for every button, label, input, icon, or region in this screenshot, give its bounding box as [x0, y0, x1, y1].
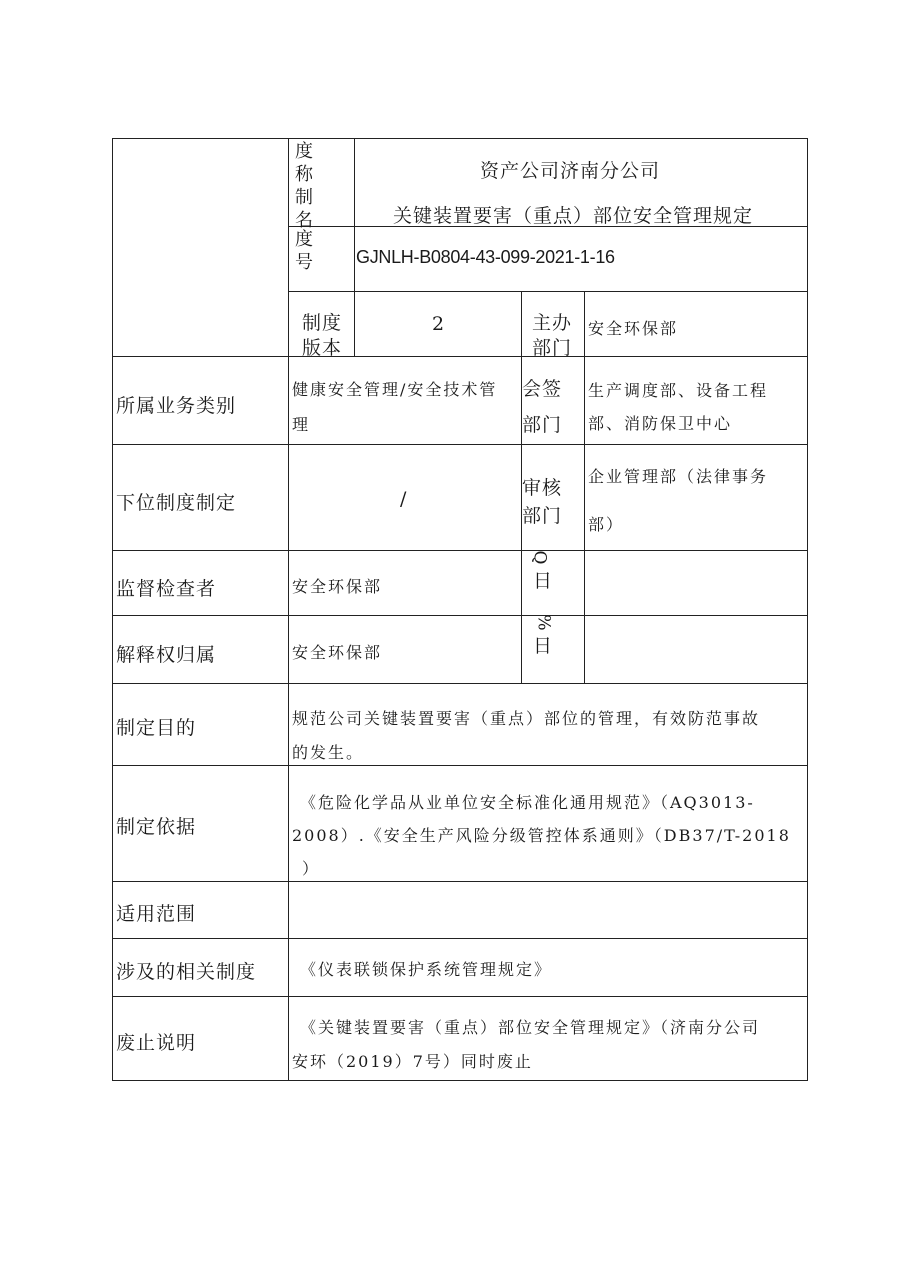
- basis-label: 制定依据: [116, 816, 197, 838]
- sub-system-value: /: [400, 488, 408, 510]
- review-dept-line2: 部）: [588, 515, 625, 534]
- purpose-line2: 的发生。: [292, 743, 365, 762]
- basis-line3: ）: [302, 859, 321, 878]
- purpose-label: 制定目的: [116, 717, 197, 739]
- cosign-dept-label: 会签: [522, 378, 563, 400]
- purpose-line1: 规范公司关键装置要害（重点）部位的管理，有效防范事故: [292, 709, 761, 728]
- abolish-label: 废止说明: [116, 1032, 197, 1054]
- date-glyph-2: %: [533, 614, 554, 632]
- date-glyph-1: Q: [529, 550, 550, 566]
- date-day-2: 日: [533, 635, 554, 657]
- related-systems-value: 《仪表联锁保护系统管理规定》: [300, 960, 553, 979]
- host-dept-label: 主办: [532, 312, 573, 334]
- system-number-label: 度 号: [295, 229, 313, 273]
- category-value-line2: 理: [292, 415, 311, 434]
- category-value-line1: 健康安全管理/安全技术管: [292, 380, 498, 399]
- supervisor-value: 安全环保部: [292, 577, 383, 596]
- cosign-dept-line2: 部、消防保卫中心: [588, 414, 733, 433]
- date-day-1: 日: [533, 570, 554, 592]
- host-dept-value: 安全环保部: [588, 319, 679, 338]
- supervisor-label: 监督检查者: [116, 578, 217, 600]
- review-dept-label-2: 部门: [522, 505, 563, 527]
- cosign-dept-label-2: 部门: [522, 414, 563, 436]
- document-code: GJNLH-B0804-43-099-2021-1-16: [356, 247, 615, 267]
- host-dept-label-2: 部门: [532, 337, 573, 359]
- cosign-dept-line1: 生产调度部、设备工程: [588, 381, 769, 400]
- basis-line1: 《危险化学品从业单位安全标准化通用规范》（AQ3013-: [300, 793, 755, 812]
- version-label: 制度: [302, 312, 343, 334]
- abolish-line1: 《关键装置要害（重点）部位安全管理规定》（济南分公司: [300, 1018, 761, 1037]
- document-title: 关键装置要害（重点）部位安全管理规定: [393, 205, 754, 227]
- category-label: 所属业务类别: [116, 395, 237, 417]
- interpretation-label: 解释权归属: [116, 644, 217, 666]
- abolish-line2: 安环（2019）7号）同时废止: [292, 1052, 533, 1071]
- related-systems-label: 涉及的相关制度: [116, 961, 257, 983]
- scope-label: 适用范围: [116, 903, 197, 925]
- basis-line2: 2008）.《安全生产风险分级管控体系通则》（DB37/T-2018: [292, 826, 791, 845]
- interpretation-value: 安全环保部: [292, 643, 383, 662]
- review-dept-line1: 企业管理部（法律事务: [588, 467, 769, 486]
- review-dept-label: 审核: [522, 477, 563, 499]
- sub-system-label: 下位制度制定: [116, 492, 237, 514]
- system-name-label: 度 称 制 名: [295, 141, 313, 231]
- version-label-2: 版本: [302, 337, 343, 359]
- version-value: 2: [432, 313, 446, 335]
- company-name: 资产公司济南分公司: [480, 160, 661, 182]
